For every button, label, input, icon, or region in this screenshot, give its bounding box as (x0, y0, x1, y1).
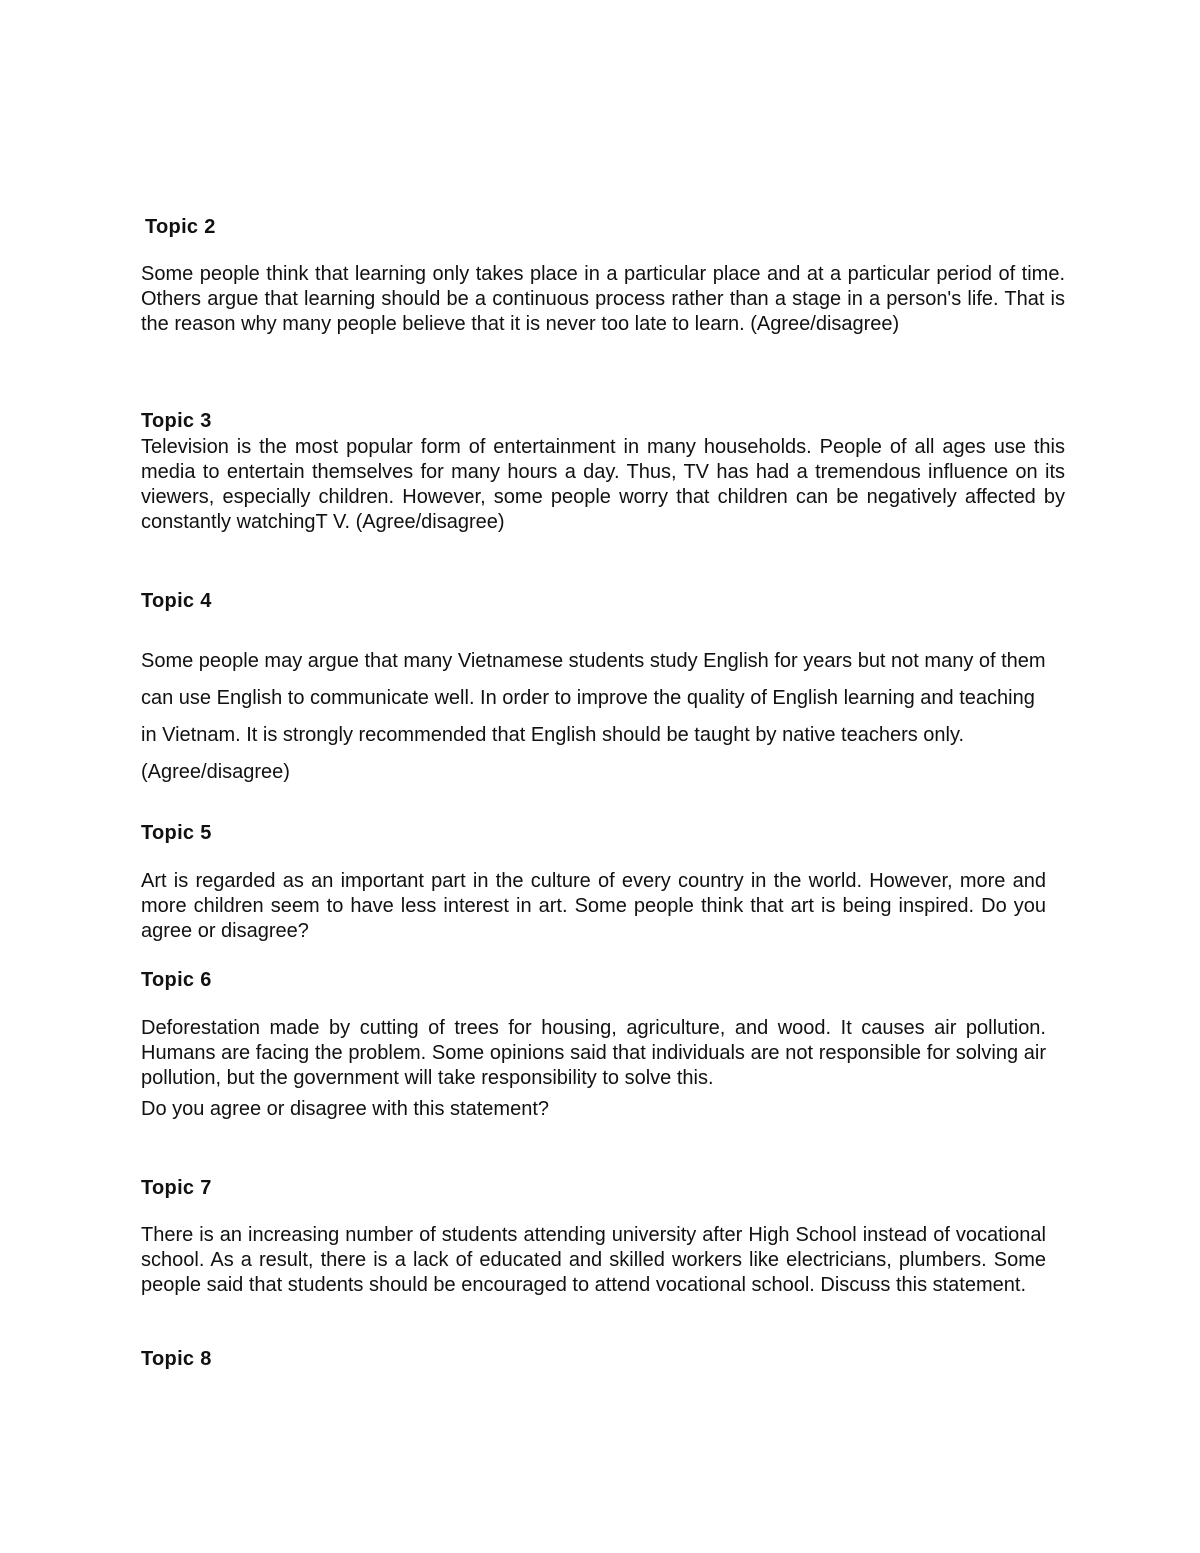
topic-3-text: Television is the most popular form of entertainment in many households. People of all ages use this media to entertain themselves for many hours a day. Thus, TV has had a tremendous influence on its viewers, especially children. However, some people worry that children can be negatively affected by constantly watchingT V. (Agree/disagree) (141, 436, 1065, 533)
topic-2-text: Some people think that learning only takes place in a particular place and at a particular period of time. Others argue that learning should be a continuous process rather than a stage in a person's life. That is the reason why many people believe that it is never too late to learn. (Agree/disagree) (141, 263, 1065, 335)
topic-5-heading: Topic 5 (141, 822, 212, 844)
topic-3-heading: Topic 3 (141, 410, 212, 432)
topic-4-text: Some people may argue that many Vietnamese students study English for years but not many of them can use English to communicate well. In order to improve the quality of English learning and teaching in Vietnam. It is strongly recommended that English should be taught by native teachers only. (Agree/disagree) (141, 650, 1046, 783)
topic-5-text: Art is regarded as an important part in the culture of every country in the world. However, more and more children seem to have less interest in art. Some people think that art is being inspired. Do you agree or disagree? (141, 870, 1046, 942)
topic-6-heading: Topic 6 (141, 969, 212, 991)
topic-7-text: There is an increasing number of students attending university after High School instead of vocational school. As a result, there is a lack of educated and skilled workers like electricians, plumbers. Some people said that students should be encouraged to attend vocational school. Discuss this statement. (141, 1224, 1046, 1296)
topic-7-heading: Topic 7 (141, 1177, 212, 1199)
topic-8-heading: Topic 8 (141, 1348, 212, 1370)
topic-2-heading: Topic 2 (145, 216, 216, 238)
topic-4-heading: Topic 4 (141, 590, 212, 612)
topic-6-text: Deforestation made by cutting of trees for housing, agriculture, and wood. It causes air pollution. Humans are facing the problem. Some opinions said that individuals are not responsible for solving air pollution, but the government will take responsibility to solve this. (141, 1017, 1046, 1089)
topic-6-question: Do you agree or disagree with this statement? (141, 1098, 549, 1120)
